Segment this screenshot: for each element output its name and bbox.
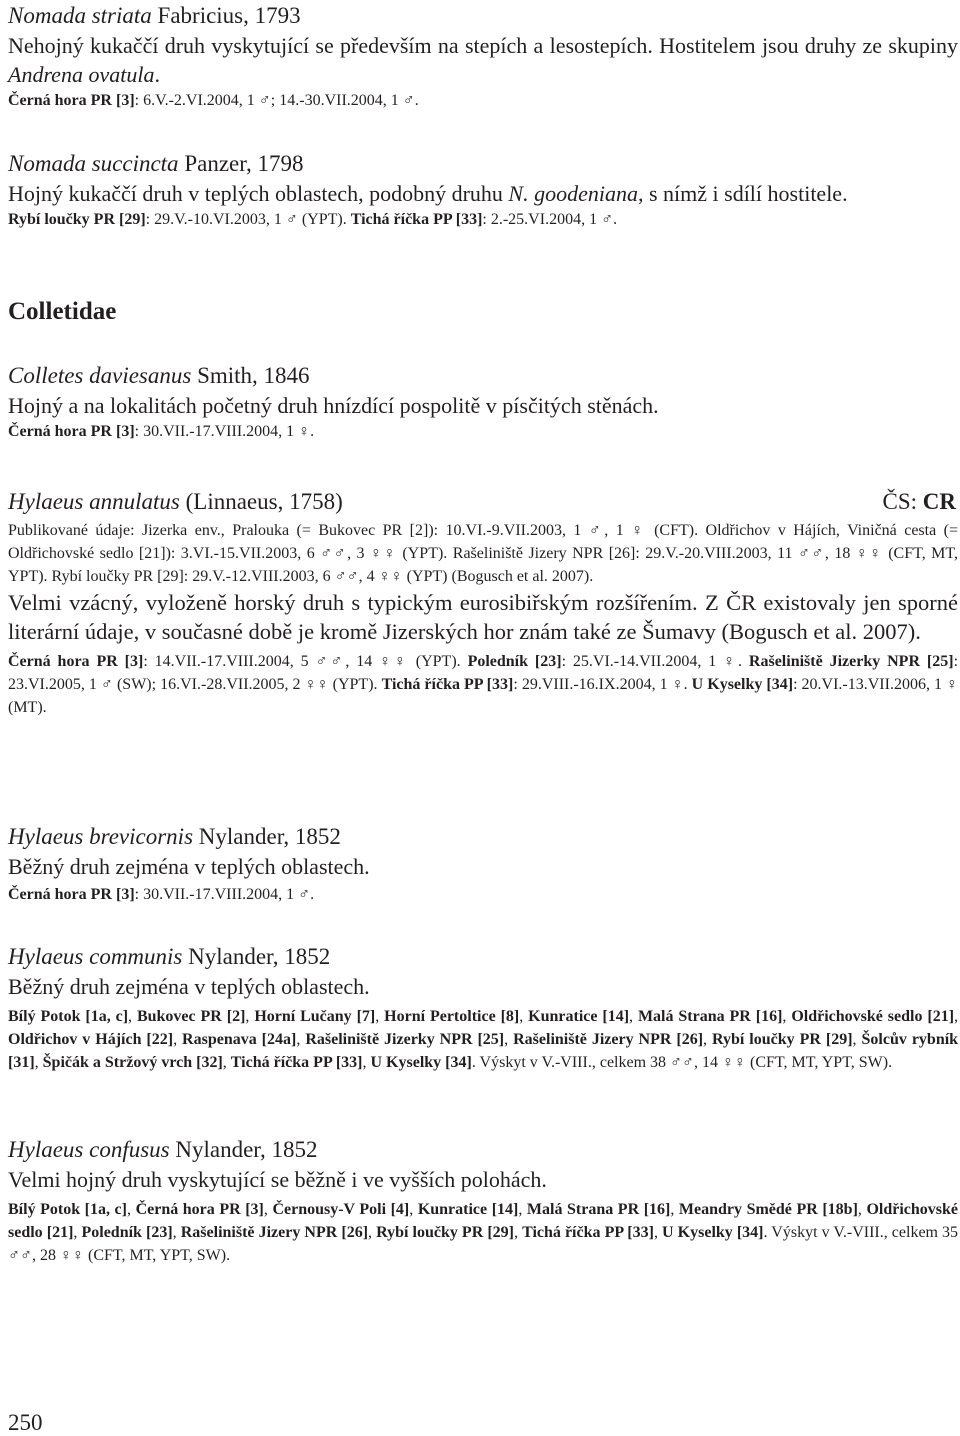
locality: Rybí loučky PR [29] — [376, 1224, 514, 1241]
locality: Horní Pertoltice [8] — [384, 1008, 520, 1025]
species-description: Velmi hojný druh vyskytující se běžně i ve vyšších polohách. — [8, 1167, 547, 1192]
species-description: Běžný druh zejména v teplých oblastech. — [8, 854, 370, 879]
locality: Šolcův rybník [31] — [8, 1031, 959, 1071]
locality: Malá Strana PR [16] — [526, 1201, 671, 1218]
species-heading — [8, 1134, 958, 1165]
locality: Rašeliniště Jizery NPR [26] — [180, 1224, 369, 1241]
species-author: Nylander, 1852 — [188, 944, 331, 969]
locality: Rašeliniště Jizerky NPR [25] — [305, 1031, 505, 1048]
species-name: Nomada succincta — [8, 151, 179, 176]
locality: U Kyselky [34] — [370, 1054, 472, 1071]
published-data: Publikované údaje: Jizerka env., Pralouka (= Bukovec PR [2]): 10.VI.-9.VII.2003, 1 ♂, 1 ♀ (CFT). Oldřichov v Hájích, Viničná cesta (= Oldřichovské sedlo [21]): 3.VI.-15.VII.2003, 6 ♂♂, 3 ♀♀ (YPT). Rašeliniště Jizery NPR [26]: 29.V.-20.VIII.2003, 11 ♂♂, 18 ♀♀ (CFT, MT, YPT). Rybí loučky PR [29]: 29.V.-12.VIII.2003, 6 ♂♂, 4 ♀♀ (YPT) (Bogusch et al. 2007). — [8, 522, 958, 585]
species-author: Nylander, 1852 — [198, 824, 341, 849]
species-records: Rybí loučky PR [29]: 29.V.-10.VI.2003, 1 ♂ (YPT). Tichá říčka PP [33]: 2.-25.VI.2004, 1 ♂. — [8, 211, 618, 228]
species-author: Fabricius, 1793 — [157, 3, 301, 28]
species-author: Panzer, 1798 — [184, 151, 304, 176]
species-heading — [8, 360, 958, 391]
locality: Bílý Potok [1a, c] — [8, 1201, 127, 1218]
species-name: Hylaeus confusus — [8, 1137, 170, 1162]
locality: Bukovec PR [2] — [136, 1008, 246, 1025]
locality: Černá hora PR [3] — [8, 423, 135, 440]
species-name: Hylaeus communis — [8, 944, 183, 969]
species-entry-hylaeus-annulatus — [8, 486, 958, 719]
locality: Rybí loučky PR [29] — [8, 211, 146, 228]
page-number: 250 — [8, 1410, 43, 1435]
species-name: Hylaeus brevicornis — [8, 824, 194, 849]
species-author: Nylander, 1852 — [175, 1137, 318, 1162]
species-description: Nehojný kukaččí druh vyskytující se především na stepích a lesostepích. Hostitelem jsou druhy ze skupiny Andrena ovatula. — [8, 33, 958, 87]
locality: Černá hora PR [3] — [8, 653, 144, 670]
locality: Černá hora PR [3] — [135, 1201, 264, 1218]
species-heading — [8, 821, 958, 852]
locality: Tichá říčka PP [33] — [381, 676, 514, 693]
species-entry-nomada-striata — [8, 0, 958, 112]
family-heading: Colletidae — [8, 298, 117, 325]
locality: Černá hora PR [3] — [8, 886, 135, 903]
species-records: Černá hora PR [3]: 30.VII.-17.VIII.2004, 1 ♀. — [8, 423, 315, 440]
species-entry-colletes-daviesanus — [8, 360, 958, 443]
locality: Černousy-V Poli [4] — [272, 1201, 410, 1218]
locality: Oldřichov v Hájích [22] — [8, 1031, 174, 1048]
locality: U Kyselky [34] — [691, 676, 794, 693]
species-records: Bílý Potok [1a, c], Černá hora PR [3], Černousy-V Poli [4], Kunratice [14], Malá Strana PR [16], Meandry Smědé PR [18b], Oldřichovské sedlo [21], Poledník [23], Rašeliniště Jizery NPR [26], Rybí loučky PR [29], Tichá říčka PP [33], U Kyselky [34]. Výskyt v V.-VIII., celkem 35 ♂♂, 28 ♀♀ (CFT, MT, YPT, SW). — [8, 1201, 959, 1264]
locality: Tichá říčka PP [33] — [522, 1224, 654, 1241]
locality: Špičák a Stržový vrch [32] — [42, 1054, 223, 1071]
locality: Poledník [23] — [467, 653, 562, 670]
species-records: Černá hora PR [3]: 6.V.-2.VI.2004, 1 ♂; 14.-30.VII.2004, 1 ♂. — [8, 92, 419, 109]
species-entry-hylaeus-brevicornis — [8, 821, 958, 906]
species-heading — [8, 148, 958, 179]
species-records: Černá hora PR [3]: 30.VII.-17.VIII.2004, 1 ♂. — [8, 886, 315, 903]
species-entry-nomada-succincta — [8, 148, 958, 231]
locality: Tichá říčka PP [33] — [230, 1054, 363, 1071]
locality: U Kyselky [34] — [662, 1224, 764, 1241]
species-description: Hojný a na lokalitách početný druh hnízdící pospolitě v písčitých stěnách. — [8, 393, 659, 418]
conservation-status: ČS: CR — [882, 489, 956, 514]
species-records: Bílý Potok [1a, c], Bukovec PR [2], Horní Lučany [7], Horní Pertoltice [8], Kunratice [14], Malá Strana PR [16], Oldřichovské sedlo [21], Oldřichov v Hájích [22], Raspenava [24a], Rašeliniště Jizerky NPR [25], Rašeliniště Jizery NPR [26], Rybí loučky PR [29], Šolcův rybník [31], Špičák a Stržový vrch [32], Tichá říčka PP [33], U Kyselky [34]. Výskyt v V.-VIII., celkem 38 ♂♂, 14 ♀♀ (CFT, MT, YPT, SW). — [8, 1008, 959, 1071]
locality: Rašeliniště Jizerky NPR [25] — [748, 653, 954, 670]
locality: Oldřichovské sedlo [21] — [8, 1201, 959, 1241]
species-name: Hylaeus annulatus — [8, 489, 180, 514]
species-entry-hylaeus-communis — [8, 941, 958, 1074]
species-name: Colletes daviesanus — [8, 363, 192, 388]
species-author: Smith, 1846 — [197, 363, 310, 388]
locality: Kunratice [14] — [528, 1008, 630, 1025]
species-entry-hylaeus-confusus — [8, 1134, 958, 1267]
locality: Černá hora PR [3] — [8, 92, 135, 109]
species-records: Černá hora PR [3]: 14.VII.-17.VIII.2004, 5 ♂♂, 14 ♀♀ (YPT). Poledník [23]: 25.VI.-14.VII.2004, 1 ♀. Rašeliniště Jizerky NPR [25]: 23.VI.2005, 1 ♂ (SW); 16.VI.-28.VII.2005, 2 ♀♀ (YPT). Tichá říčka PP [33]: 29.VIII.-16.IX.2004, 1 ♀. U Kyselky [34]: 20.VI.-13.VII.2006, 1 ♀ (MT). — [8, 653, 959, 716]
species-name: Nomada striata — [8, 3, 152, 28]
locality: Rybí loučky PR [29] — [712, 1031, 853, 1048]
species-description: Běžný druh zejména v teplých oblastech. — [8, 974, 370, 999]
species-heading — [8, 486, 958, 517]
species-heading — [8, 941, 958, 972]
locality: Malá Strana PR [16] — [637, 1008, 783, 1025]
locality: Horní Lučany [7] — [254, 1008, 376, 1025]
locality: Meandry Smědé PR [18b] — [678, 1201, 858, 1218]
locality: Raspenava [24a] — [182, 1031, 297, 1048]
locality: Bílý Potok [1a, c] — [8, 1008, 129, 1025]
locality: Rašeliniště Jizery NPR [26] — [513, 1031, 704, 1048]
locality: Kunratice [14] — [417, 1201, 519, 1218]
locality: Tichá říčka PP [33] — [350, 211, 483, 228]
species-description: Hojný kukaččí druh v teplých oblastech, podobný druhu N. goodeniana, s nímž i sdílí hostitele. — [8, 181, 848, 206]
species-description: Velmi vzácný, vyloženě horský druh s typickým eurosibiřským rozšířením. Z ČR existovaly jen sporné literární údaje, v současné době je kromě Jizerských hor znám také ze Šumavy (Bogusch et al. 2007). — [8, 590, 958, 644]
locality: Oldřichovské sedlo [21] — [791, 1008, 955, 1025]
locality: Poledník [23] — [81, 1224, 173, 1241]
species-author: (Linnaeus, 1758) — [185, 489, 343, 514]
species-heading — [8, 0, 958, 31]
